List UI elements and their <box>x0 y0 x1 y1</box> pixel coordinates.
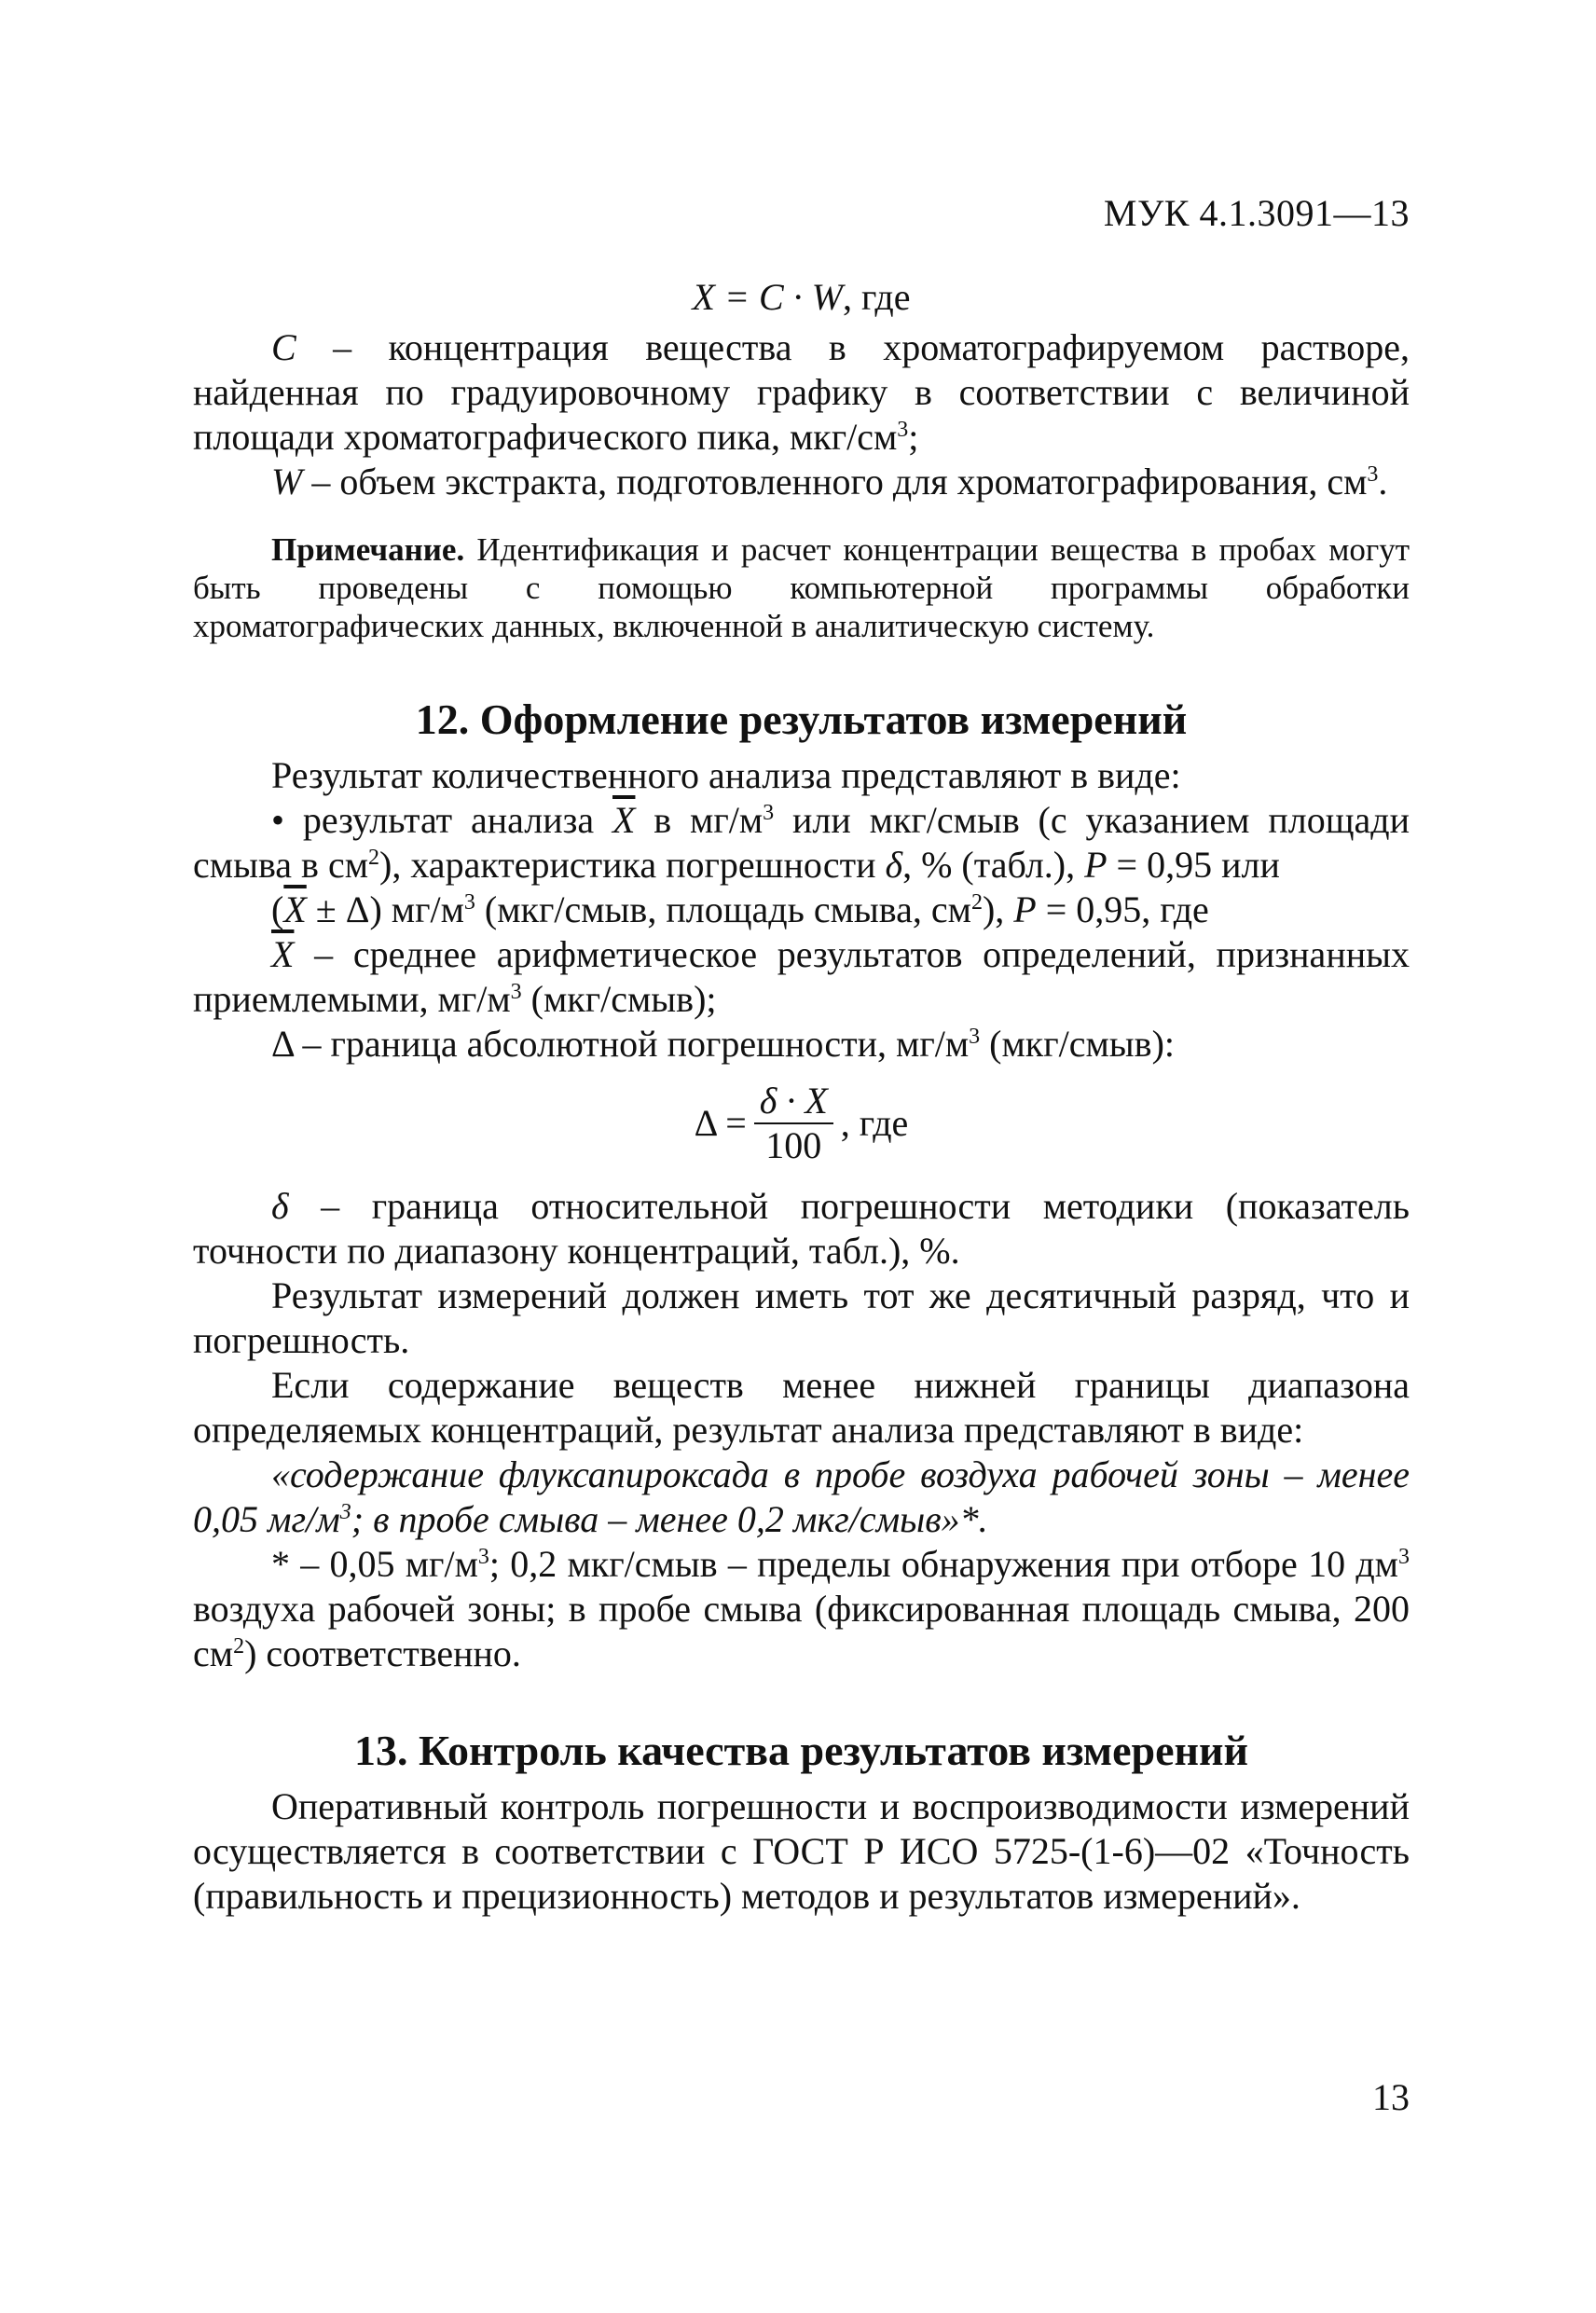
quote-sup: 3 <box>339 1500 351 1524</box>
xbar-sup: 3 <box>510 980 522 1004</box>
bullet-text-d: ), характеристика погрешности <box>379 844 886 886</box>
formula-delta-lhs: Δ = <box>694 1102 747 1144</box>
footnote-text-b: ; 0,2 мкг/смыв – пределы обнаружения при отборе 10 дм <box>488 1543 1398 1585</box>
xbar-end: (мкг/смыв); <box>521 978 717 1020</box>
formula-delta-denominator: 100 <box>765 1124 822 1166</box>
definition-w <box>193 460 1410 504</box>
formula-x-c-w-expression: X = C · W <box>692 276 843 318</box>
bullet-sup-b: 3 <box>763 801 775 825</box>
delta-text: Δ – граница абсолютной погрешности, мг/м <box>271 1023 970 1065</box>
quote-text-a: «содержание флуксапироксада в пробе воздуха рабочей зоны – менее 0,05 мг/м <box>193 1453 1410 1540</box>
delta-end: (мкг/смыв): <box>980 1023 1176 1065</box>
bullet-text-f: = 0,95 или <box>1107 844 1280 886</box>
definition-w-end: . <box>1378 461 1388 503</box>
result-range <box>193 888 1410 932</box>
below-limit-quote <box>193 1453 1410 1542</box>
symbol-small-delta: δ <box>271 1185 289 1227</box>
footnote-text-a: * – 0,05 мг/м <box>271 1543 478 1585</box>
document-id-header: МУК 4.1.3091—13 <box>1103 192 1410 234</box>
formula-x-equals-c-w <box>193 275 1410 320</box>
precision-paragraph: Результат измерений должен иметь тот же десятичный разряд, что и погрешность. <box>193 1274 1410 1361</box>
footnote-text-c: воздуха рабочей зоны; в пробе смыва (фиксированная площадь смыва, 200 см <box>193 1588 1410 1674</box>
symbol-p: P <box>1084 844 1108 886</box>
definition-c-text: – концентрация вещества в хроматографируемом растворе, найденная по градуировочному графику в соответствии с величиной площади хроматографического пика, мкг/см <box>193 326 1410 458</box>
definition-c <box>193 325 1410 460</box>
below-limit-paragraph: Если содержание веществ менее нижней границы диапазона определяемых концентраций, результат анализа представляют в виде: <box>193 1364 1410 1451</box>
footnote-sup-1: 3 <box>477 1545 489 1569</box>
bullet-text-b: в мг/м <box>635 799 764 841</box>
page-content <box>193 275 1410 1919</box>
symbol-w: W <box>271 461 303 503</box>
footnote-sup-3: 2 <box>233 1634 245 1659</box>
definition-c-end: ; <box>908 416 919 458</box>
symbol-x-bar: $\overline{X}$ <box>612 799 636 841</box>
range-text-d: ), <box>982 888 1014 930</box>
bullet-text-c: или мкг/смыв (с указанием площади смыва в см <box>193 799 1410 886</box>
symbol-p-range: P <box>1013 888 1037 930</box>
symbol-delta-small: δ <box>885 844 903 886</box>
formula-where-suffix: , где <box>842 276 911 318</box>
symbol-x-bar-def: $\overline{X}$ <box>271 933 295 975</box>
section-12-title: 12. Оформление результатов измерений <box>415 695 1188 743</box>
section-13-text: Оперативный контроль погрешности и воспроизводимости измерений осуществляется в соответствии с ГОСТ Р ИСО 5725-(1-6)—02 «Точность (правильность и прецизионность) методов и результатов измерений». <box>193 1785 1410 1917</box>
bullet-sup-c: 2 <box>368 846 380 870</box>
result-bullet <box>193 798 1410 888</box>
bullet-text-a: • результат анализа <box>271 799 613 841</box>
bullet-text-e: , % (табл.), <box>902 844 1085 886</box>
detection-limit-footnote <box>193 1542 1410 1676</box>
quote-text-b: ; в пробе смыва – менее 0,2 мкг/смыв»*. <box>351 1498 988 1540</box>
range-text-e: = 0,95, где <box>1036 888 1209 930</box>
definition-small-delta <box>193 1184 1410 1274</box>
note-label: Примечание. <box>271 531 465 568</box>
section-12-intro: Результат количественного анализа представляют в виде: <box>271 754 1181 796</box>
definition-w-text: – объем экстракта, подготовленного для хроматографирования, см <box>302 461 1368 503</box>
definition-w-sup: 3 <box>1367 462 1379 487</box>
symbol-c: C <box>271 326 296 368</box>
symbol-x-bar-range: $\overline{X}$ <box>283 888 307 930</box>
range-text-b: ± Δ) мг/м <box>306 888 464 930</box>
formula-delta-numerator: δ · X <box>754 1080 833 1124</box>
formula-delta-suffix: , где <box>840 1102 909 1144</box>
definition-x-bar <box>193 932 1410 1022</box>
definition-delta <box>193 1022 1410 1067</box>
footnote-sup-2: 3 <box>1397 1545 1410 1569</box>
range-sup-b: 3 <box>463 890 475 915</box>
delta-sup: 3 <box>969 1025 981 1049</box>
page-number: 13 <box>1372 2076 1410 2118</box>
definition-c-sup: 3 <box>897 418 909 442</box>
note-paragraph <box>193 530 1410 645</box>
note-text: Идентификация и расчет концентрации вещества в пробах могут быть проведены с помощью компьютерной программы обработки хроматографических данных, включенной в аналитическую систему. <box>193 531 1410 644</box>
xbar-text: – среднее арифметическое результатов определений, признанных приемлемыми, мг/м <box>193 933 1410 1020</box>
footnote-text-d: ) соответственно. <box>244 1632 521 1674</box>
formula-delta-fraction <box>754 1080 833 1167</box>
range-text-a: ( <box>271 888 284 930</box>
formula-delta <box>193 1080 1410 1167</box>
small-delta-text: – граница относительной погрешности методики (показатель точности по диапазону концентраций, табл.), %. <box>193 1185 1410 1272</box>
section-13-title: 13. Контроль качества результатов измерений <box>353 1727 1249 1774</box>
range-text-c: (мкг/смыв, площадь смыва, см <box>475 888 971 930</box>
range-sup-c: 2 <box>970 890 983 915</box>
